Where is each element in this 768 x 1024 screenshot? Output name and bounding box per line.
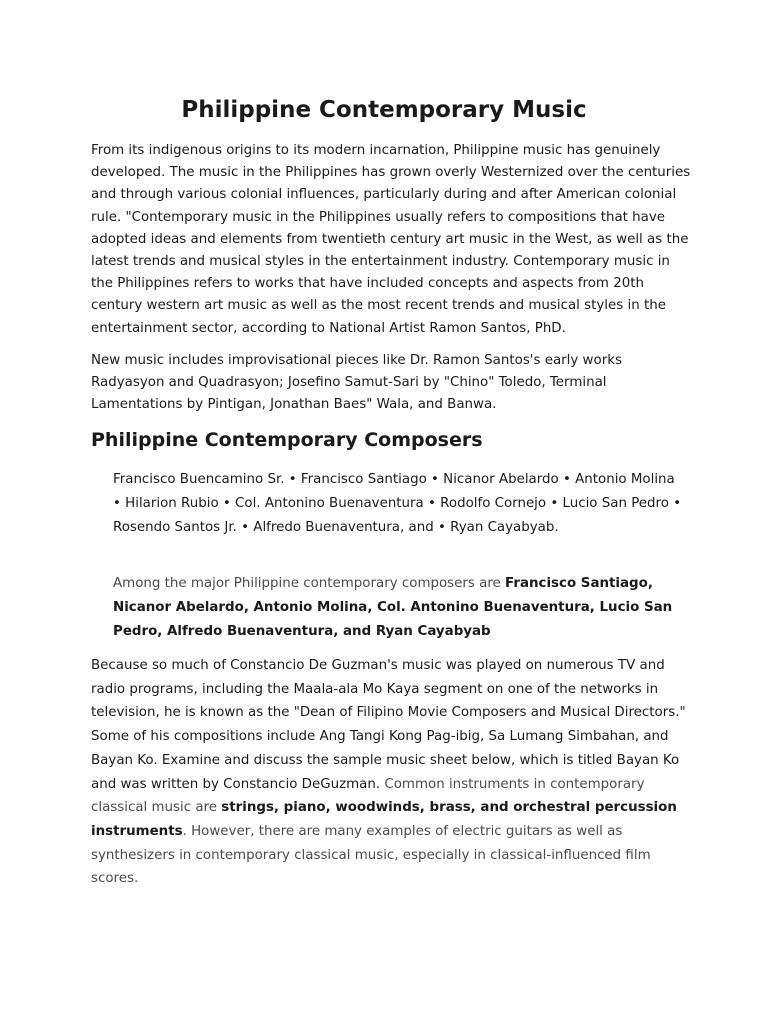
composers-list: Francisco Buencamino Sr. • Francisco Santiago • Nicanor Abelardo • Antonio Molina • Hilarion Rubio • Col. Antonino Buenaventura • Rodolfo Cornejo • Lucio San Pedro • Rosendo Santos Jr. • Alfredo Buenaventura, and • Ryan Cayabyab. <box>113 472 682 535</box>
page-title: Philippine Contemporary Music <box>181 97 587 123</box>
de-guzman-paragraph <box>91 654 691 891</box>
instruments-list: strings, piano, woodwinds, brass, and orchestral percussion instruments <box>91 800 677 839</box>
intro-paragraph: From its indigenous origins to its modern incarnation, Philippine music has genuinely developed. The music in the Philippines has grown overly Westernized over the centuries and through various colonial influences, particularly during and after American colonial rule. "Contemporary music in the Philippines usually refers to compositions that have adopted ideas and elements from twentieth century art music in the West, as well as the latest trends and musical styles in the entertainment industry. Contemporary music in the Philippines refers to works that have included concepts and aspects from 20th century western art music as well as the most recent trends and musical styles in the entertainment sector, according to National Artist Ramon Santos, PhD. <box>91 143 691 336</box>
de-guzman-text: Because so much of Constancio De Guzman's music was played on numerous TV and radio programs, including the Maala-ala Mo Kaya segment on one of the networks in television, he is known as the "Dean of Filipino Movie Composers and Musical Directors." Some of his compositions include Ang Tangi Kong Pag-ibig, Sa Lumang Simbahan, and Bayan Ko. Examine and discuss the sample music sheet below, which is titled Bayan Ko and was written by Constancio DeGuzman. <box>91 658 686 792</box>
major-composers-names: Francisco Santiago, Nicanor Abelardo, Antonio Molina, Col. Antonino Buenaventura, Lucio San Pedro, Alfredo Buenaventura, and Ryan Cayabyab <box>113 576 673 639</box>
new-music-paragraph: New music includes improvisational pieces like Dr. Ramon Santos's early works Radyasyon and Quadrasyon; Josefino Samut-Sari by "Chino" Toledo, Terminal Lamentations by Pintigan, Jonathan Baes" Wala, and Banwa. <box>91 353 622 413</box>
composers-heading: Philippine Contemporary Composers <box>91 429 483 451</box>
major-composers-paragraph <box>113 572 683 644</box>
instruments-suffix: . However, there are many examples of electric guitars as well as synthesizers in contemporary classical music, especially in classical-influenced film scores. <box>91 823 651 887</box>
instruments-prefix: Common instruments in contemporary classical music are <box>91 776 645 816</box>
major-composers-prefix: Among the major Philippine contemporary composers are <box>113 576 506 591</box>
